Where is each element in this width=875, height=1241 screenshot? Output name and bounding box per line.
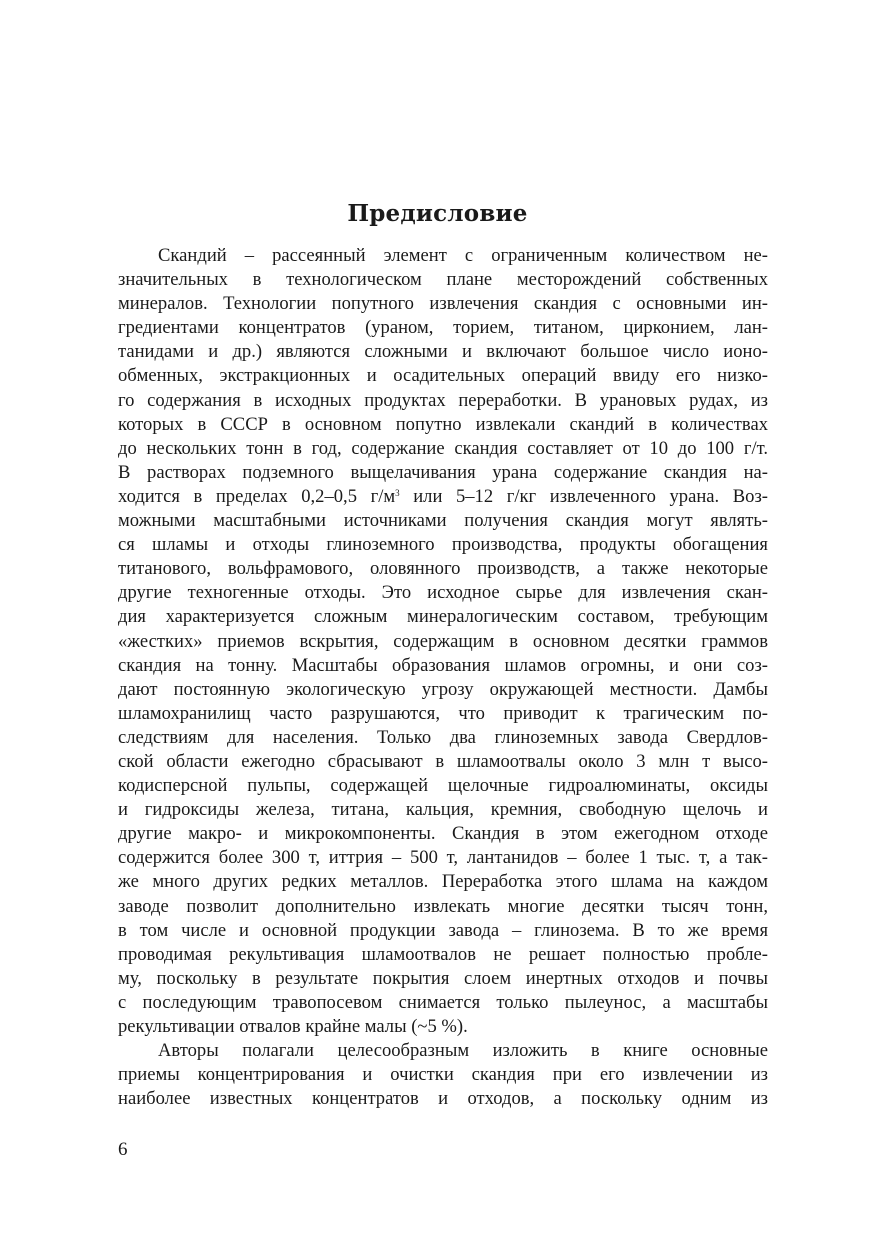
text-line: шламохранилищ часто разрушаются, что приводит к трагическим по- bbox=[118, 702, 768, 724]
text-line: с последующим травопосевом снимается только пылеунос, а масштабы bbox=[118, 991, 768, 1013]
superscript: 3 bbox=[395, 487, 400, 498]
text-line: Авторы полагали целесообразным изложить в книге основные bbox=[158, 1040, 768, 1062]
text-line: другие макро- и микрокомпоненты. Скандия в этом ежегодном отходе bbox=[118, 823, 768, 845]
page-number: 6 bbox=[118, 1139, 128, 1160]
text-line: му, поскольку в результате покрытия слоем инертных отходов и почвы bbox=[118, 967, 768, 989]
text-line: «жестких» приемов вскрытия, содержащим в основном десятки граммов bbox=[118, 630, 768, 652]
text-line: обменных, экстракционных и осадительных операций ввиду его низко- bbox=[118, 365, 768, 387]
text-line-with-superscript bbox=[118, 485, 768, 509]
text-line: рекультивации отвалов крайне малы (~5 %). bbox=[118, 1016, 468, 1037]
text-line: и гидроксиды железа, титана, кальция, кремния, свободную щелочь и bbox=[118, 799, 768, 821]
paragraph-1 bbox=[118, 244, 768, 1039]
text-line: го содержания в исходных продуктах переработки. В урановых рудах, из bbox=[118, 389, 768, 411]
text-line: можными масштабными источниками получения скандия могут являть- bbox=[118, 510, 768, 532]
text-line: ской области ежегодно сбрасывают в шламоотвалы около 3 млн т высо- bbox=[118, 750, 768, 772]
text-line: которых в СССР в основном попутно извлекали скандий в количествах bbox=[118, 413, 768, 435]
text-line: дают постоянную экологическую угрозу окружающей местности. Дамбы bbox=[118, 678, 768, 700]
text-line: значительных в технологическом плане месторождений собственных bbox=[118, 269, 768, 291]
text-line: титанового, вольфрамового, оловянного производств, а также некоторые bbox=[118, 558, 768, 580]
text-line: ся шламы и отходы глиноземного производства, продукты обогащения bbox=[118, 534, 768, 556]
text-line: В растворах подземного выщелачивания урана содержание скандия на- bbox=[118, 461, 768, 483]
paragraph-2 bbox=[118, 1039, 768, 1111]
body-text bbox=[118, 244, 768, 1111]
text-line: танидами и др.) являются сложными и включают большое число ионо- bbox=[118, 341, 768, 363]
text-line: кодисперсной пульпы, содержащей щелочные гидроалюминаты, оксиды bbox=[118, 775, 768, 797]
text-line: другие техногенные отходы. Это исходное сырье для извлечения скан- bbox=[118, 582, 768, 604]
text-line: в том числе и основной продукции завода – глинозема. В то же время bbox=[118, 919, 768, 941]
text-line: до нескольких тонн в год, содержание скандия составляет от 10 до 100 г/т. bbox=[118, 437, 768, 459]
text-line: следствиям для населения. Только два глиноземных завода Свердлов- bbox=[118, 726, 768, 748]
text-line: заводе позволит дополнительно извлекать многие десятки тысяч тонн, bbox=[118, 895, 768, 917]
text-line: гредиентами концентратов (ураном, торием, титаном, цирконием, лан- bbox=[118, 317, 768, 339]
text-line: же много других редких металлов. Переработка этого шлама на каждом bbox=[118, 871, 768, 893]
text-line-head: ходится в пределах 0,2–0,5 г/м bbox=[118, 485, 396, 507]
text-line: Скандий – рассеянный элемент с ограниченным количеством не- bbox=[158, 245, 768, 266]
text-line: дия характеризуется сложным минералогическим составом, требующим bbox=[118, 606, 768, 628]
text-line: минералов. Технологии попутного извлечения скандия с основными ин- bbox=[118, 293, 768, 315]
text-line: наиболее известных концентратов и отходов, а поскольку одним из bbox=[118, 1088, 768, 1110]
text-line: содержится более 300 т, иттрия – 500 т, лантанидов – более 1 тыс. т, а так- bbox=[118, 847, 768, 869]
page-title: Предисловие bbox=[347, 200, 528, 227]
text-line: проводимая рекультивация шламоотвалов не решает полностью пробле- bbox=[118, 943, 768, 965]
text-line: скандия на тонну. Масштабы образования шламов огромны, и они соз- bbox=[118, 654, 768, 676]
text-line-tail: или 5–12 г/кг извлеченного урана. Воз- bbox=[399, 485, 768, 507]
text-line: приемы концентрирования и очистки скандия при его извлечении из bbox=[118, 1064, 768, 1086]
